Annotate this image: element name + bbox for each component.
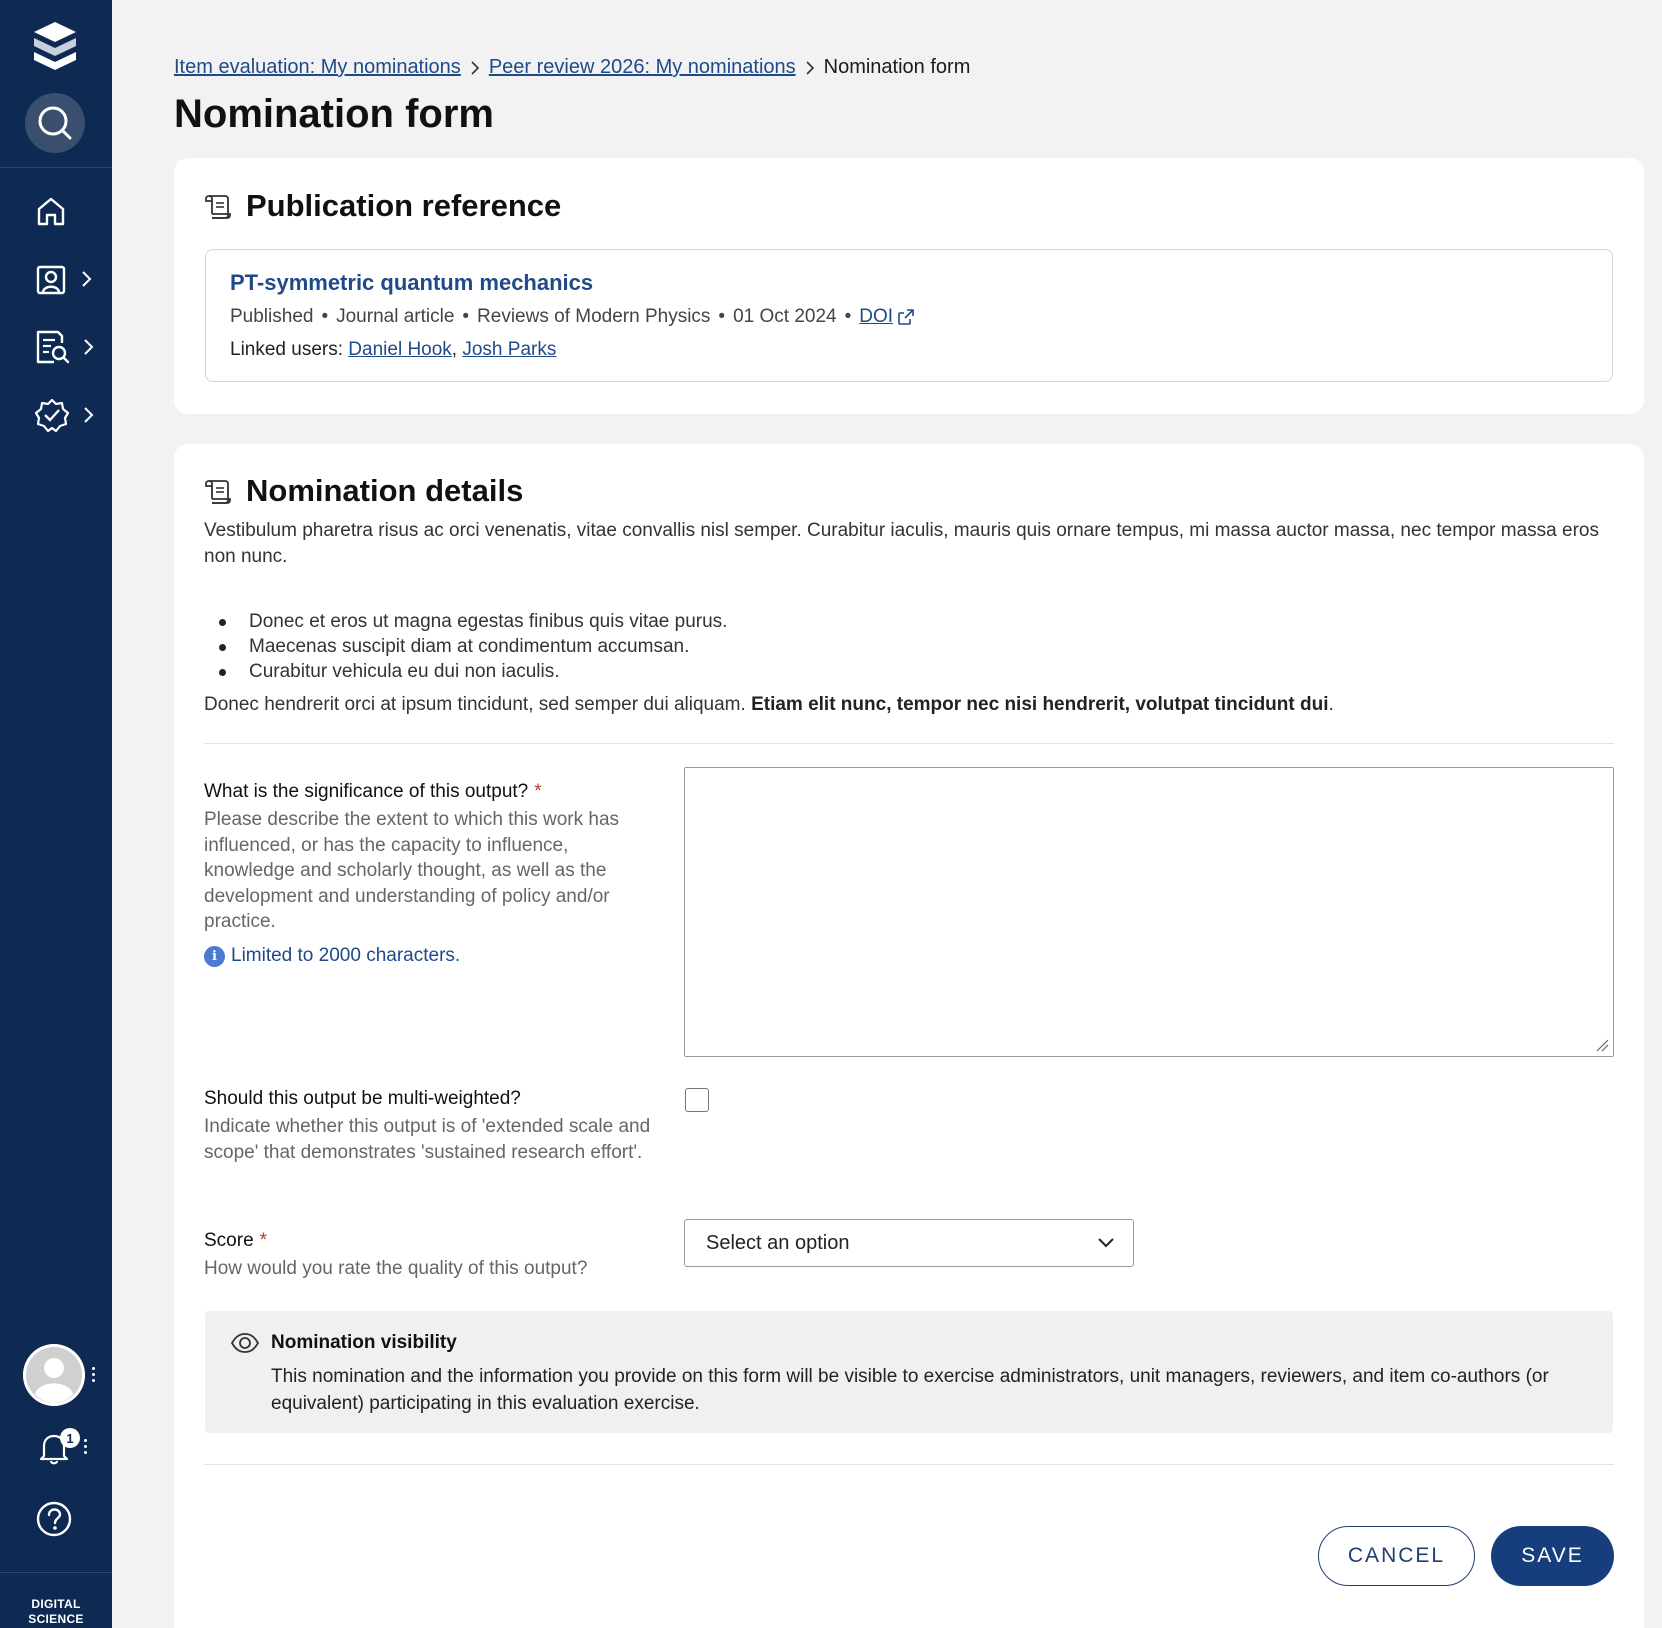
- character-limit-note: i Limited to 2000 characters.: [204, 945, 460, 967]
- verified-badge-icon: [34, 397, 70, 433]
- breadcrumb: [174, 56, 970, 79]
- meta-separator: •: [321, 306, 329, 327]
- publication-reference-card: [174, 158, 1644, 414]
- sidebar-item-home[interactable]: [34, 191, 104, 231]
- breadcrumb-current: Nomination form: [823, 56, 971, 78]
- linked-user-link[interactable]: Daniel Hook: [348, 339, 452, 360]
- score-select-value: Select an option: [706, 1231, 850, 1254]
- home-icon: [34, 194, 68, 228]
- section-divider: [204, 1464, 1614, 1465]
- user-avatar-icon: [23, 1344, 85, 1406]
- breadcrumb-link-peer-review[interactable]: Peer review 2026: My nominations: [488, 56, 796, 78]
- publication-reference-header: [204, 188, 561, 224]
- publication-type: Journal article: [336, 306, 455, 327]
- publication-summary: [205, 249, 1613, 382]
- chevron-right-icon: [470, 60, 480, 76]
- chevron-right-icon: [82, 338, 94, 356]
- chevron-right-icon: [80, 270, 92, 288]
- nomination-details-header: [204, 473, 523, 509]
- section-title: Publication reference: [246, 188, 562, 223]
- significance-textarea[interactable]: [684, 767, 1614, 1057]
- notification-count-badge: 1: [60, 1428, 80, 1448]
- sidebar-item-reports[interactable]: [34, 327, 104, 367]
- multi-weighted-checkbox[interactable]: [685, 1088, 709, 1112]
- visibility-notice: [205, 1311, 1613, 1433]
- details-bullet-list: [204, 609, 727, 684]
- publication-title-link[interactable]: PT-symmetric quantum mechanics: [230, 270, 594, 295]
- details-intro: Vestibulum pharetra risus ac orci venenatis, vitae convallis nisl semper. Curabitur iaculis, mauris quis ornare tempus, mi massa auctor massa, nec tempor massa eros non nunc.: [204, 520, 1599, 567]
- scroll-icon: [204, 477, 232, 505]
- score-label: Score *: [204, 1230, 268, 1251]
- sidebar-divider: [0, 1572, 112, 1573]
- search-icon: [36, 104, 74, 142]
- notifications-menu-kebab-icon[interactable]: [82, 1439, 88, 1454]
- avatar[interactable]: [23, 1344, 85, 1406]
- info-icon: i: [204, 946, 225, 967]
- brand-wordmark: DIGITAL SCIENCE: [28, 1597, 84, 1626]
- score-select[interactable]: [684, 1219, 1134, 1267]
- doi-link[interactable]: DOI: [859, 306, 894, 327]
- multi-weighted-help: Indicate whether this output is of 'extended scale and scope' that demonstrates 'sustained research effort'.: [204, 1116, 651, 1163]
- meta-separator: •: [844, 306, 852, 327]
- visibility-title: Nomination visibility: [271, 1332, 457, 1353]
- multi-weighted-label: Should this output be multi-weighted?: [204, 1088, 521, 1109]
- publication-date: 01 Oct 2024: [733, 306, 837, 327]
- publication-meta: [230, 306, 916, 328]
- help-button[interactable]: [35, 1500, 73, 1538]
- chevron-down-icon: [1097, 1237, 1115, 1249]
- required-asterisk: *: [534, 781, 542, 802]
- sidebar: [0, 0, 112, 1628]
- profile-card-icon: [34, 262, 68, 296]
- section-divider: [204, 743, 1614, 744]
- sidebar-item-profile[interactable]: [34, 259, 104, 299]
- list-item: Curabitur vehicula eu dui non iaculis.: [204, 659, 727, 684]
- search-button[interactable]: [25, 93, 85, 153]
- page-title: Nomination form: [174, 92, 494, 136]
- required-asterisk: *: [259, 1230, 268, 1251]
- resize-handle-icon[interactable]: [1595, 1038, 1609, 1052]
- document-search-icon: [34, 329, 70, 365]
- score-help: How would you rate the quality of this output?: [204, 1258, 588, 1279]
- visibility-text: This nomination and the information you provide on this form will be visible to exercise administrators, unit managers, reviewers, and item co-authors (or equivalent) participating in this evaluation exercise.: [271, 1366, 1549, 1414]
- save-button[interactable]: SAVE: [1491, 1526, 1614, 1586]
- publication-status: Published: [230, 306, 314, 327]
- sidebar-divider: [0, 167, 112, 168]
- linked-user-link[interactable]: Josh Parks: [462, 339, 557, 360]
- external-link-icon[interactable]: [896, 307, 916, 327]
- cancel-button[interactable]: CANCEL: [1318, 1526, 1475, 1586]
- breadcrumb-link-item-evaluation[interactable]: Item evaluation: My nominations: [174, 56, 461, 78]
- publication-journal: Reviews of Modern Physics: [477, 306, 711, 327]
- help-circle-icon: [35, 1500, 73, 1538]
- nomination-details-card: [174, 444, 1644, 1628]
- list-item: Maecenas suscipit diam at condimentum accumsan.: [204, 634, 727, 659]
- sidebar-item-evaluation[interactable]: [34, 395, 104, 435]
- user-menu-kebab-icon[interactable]: [90, 1367, 96, 1382]
- scroll-icon: [204, 192, 232, 220]
- eye-icon: [230, 1332, 260, 1354]
- significance-help: Please describe the extent to which this work has influenced, or has the capacity to influence, knowledge and scholarly thought, as well as the development and understanding of policy and/or practice.: [204, 809, 620, 932]
- linked-users: Linked users: Daniel Hook, Josh Parks: [230, 339, 557, 360]
- meta-separator: •: [462, 306, 470, 327]
- significance-label: What is the significance of this output? *: [204, 781, 542, 802]
- meta-separator: •: [718, 306, 726, 327]
- list-item: Donec et eros ut magna egestas finibus quis vitae purus.: [204, 609, 727, 634]
- chevron-right-icon: [805, 60, 815, 76]
- chevron-right-icon: [82, 406, 94, 424]
- details-outro: Donec hendrerit orci at ipsum tincidunt, sed semper dui aliquam. Etiam elit nunc, tempor nec nisi hendrerit, volutpat tincidunt dui.: [204, 694, 1334, 715]
- section-title: Nomination details: [246, 473, 524, 508]
- app-logo-icon[interactable]: [30, 20, 80, 76]
